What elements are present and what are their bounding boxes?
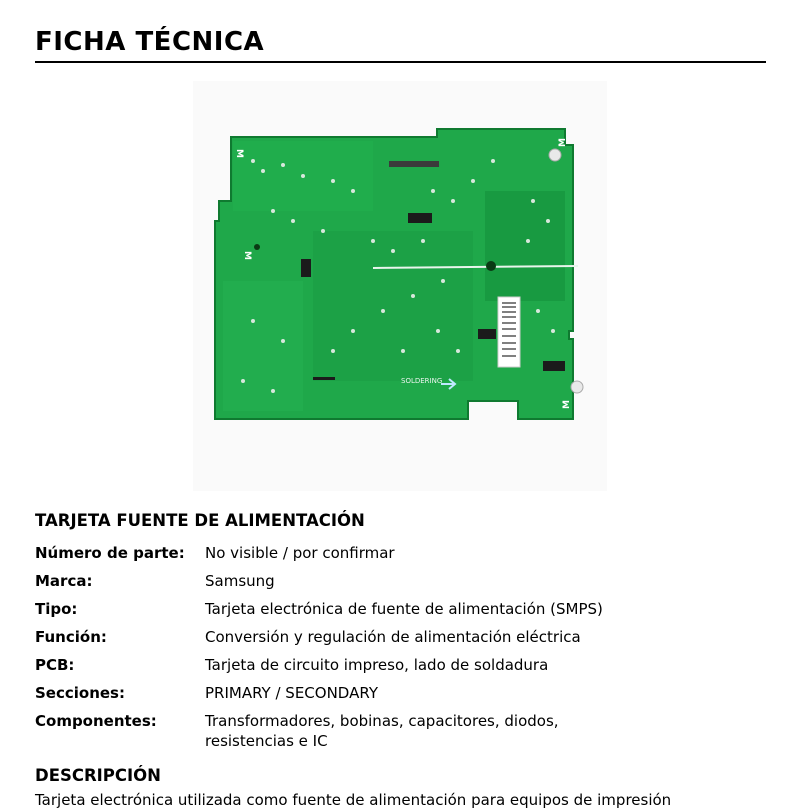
spec-value: Tarjeta electrónica de fuente de alimentación (SMPS) [205, 600, 603, 618]
spec-row-brand [35, 571, 766, 591]
spec-value: Tarjeta de circuito impreso, lado de soldadura [205, 656, 549, 674]
document-page [35, 0, 766, 809]
spec-value: Transformadores, bobinas, capacitores, diodos, resistencias e IC [205, 712, 559, 750]
description-text: Tarjeta electrónica utilizada como fuente de alimentación para equipos de impresión [35, 791, 672, 809]
pcb-illustration [193, 81, 607, 491]
title-divider [35, 61, 766, 63]
spec-row-part-number [35, 543, 766, 563]
product-heading: TARJETA FUENTE DE ALIMENTACIÓN [35, 511, 365, 530]
page-title: FICHA TÉCNICA [35, 27, 265, 57]
spec-row-pcb [35, 655, 766, 675]
svg-text:M: M [558, 138, 568, 147]
spec-label: Tipo: [35, 600, 78, 618]
spec-row-sections [35, 683, 766, 703]
svg-text:M: M [234, 149, 244, 158]
spec-list [35, 543, 766, 759]
spec-row-type [35, 599, 766, 619]
product-image [193, 81, 607, 491]
svg-text:SOLDERING: SOLDERING [401, 377, 443, 385]
spec-row-function [35, 627, 766, 647]
spec-value: PRIMARY / SECONDARY [205, 684, 378, 702]
spec-value: Conversión y regulación de alimentación eléctrica [205, 628, 581, 646]
spec-label: Número de parte: [35, 544, 185, 562]
spec-label: Marca: [35, 572, 93, 590]
svg-text:M: M [242, 251, 252, 260]
description-heading: DESCRIPCIÓN [35, 766, 161, 785]
svg-text:M: M [562, 400, 572, 409]
spec-label: Secciones: [35, 684, 125, 702]
spec-row-components [35, 711, 766, 751]
spec-value: Samsung [205, 572, 275, 590]
spec-value: No visible / por confirmar [205, 544, 395, 562]
spec-label: PCB: [35, 656, 75, 674]
spec-label: Función: [35, 628, 107, 646]
spec-label: Componentes: [35, 712, 157, 730]
